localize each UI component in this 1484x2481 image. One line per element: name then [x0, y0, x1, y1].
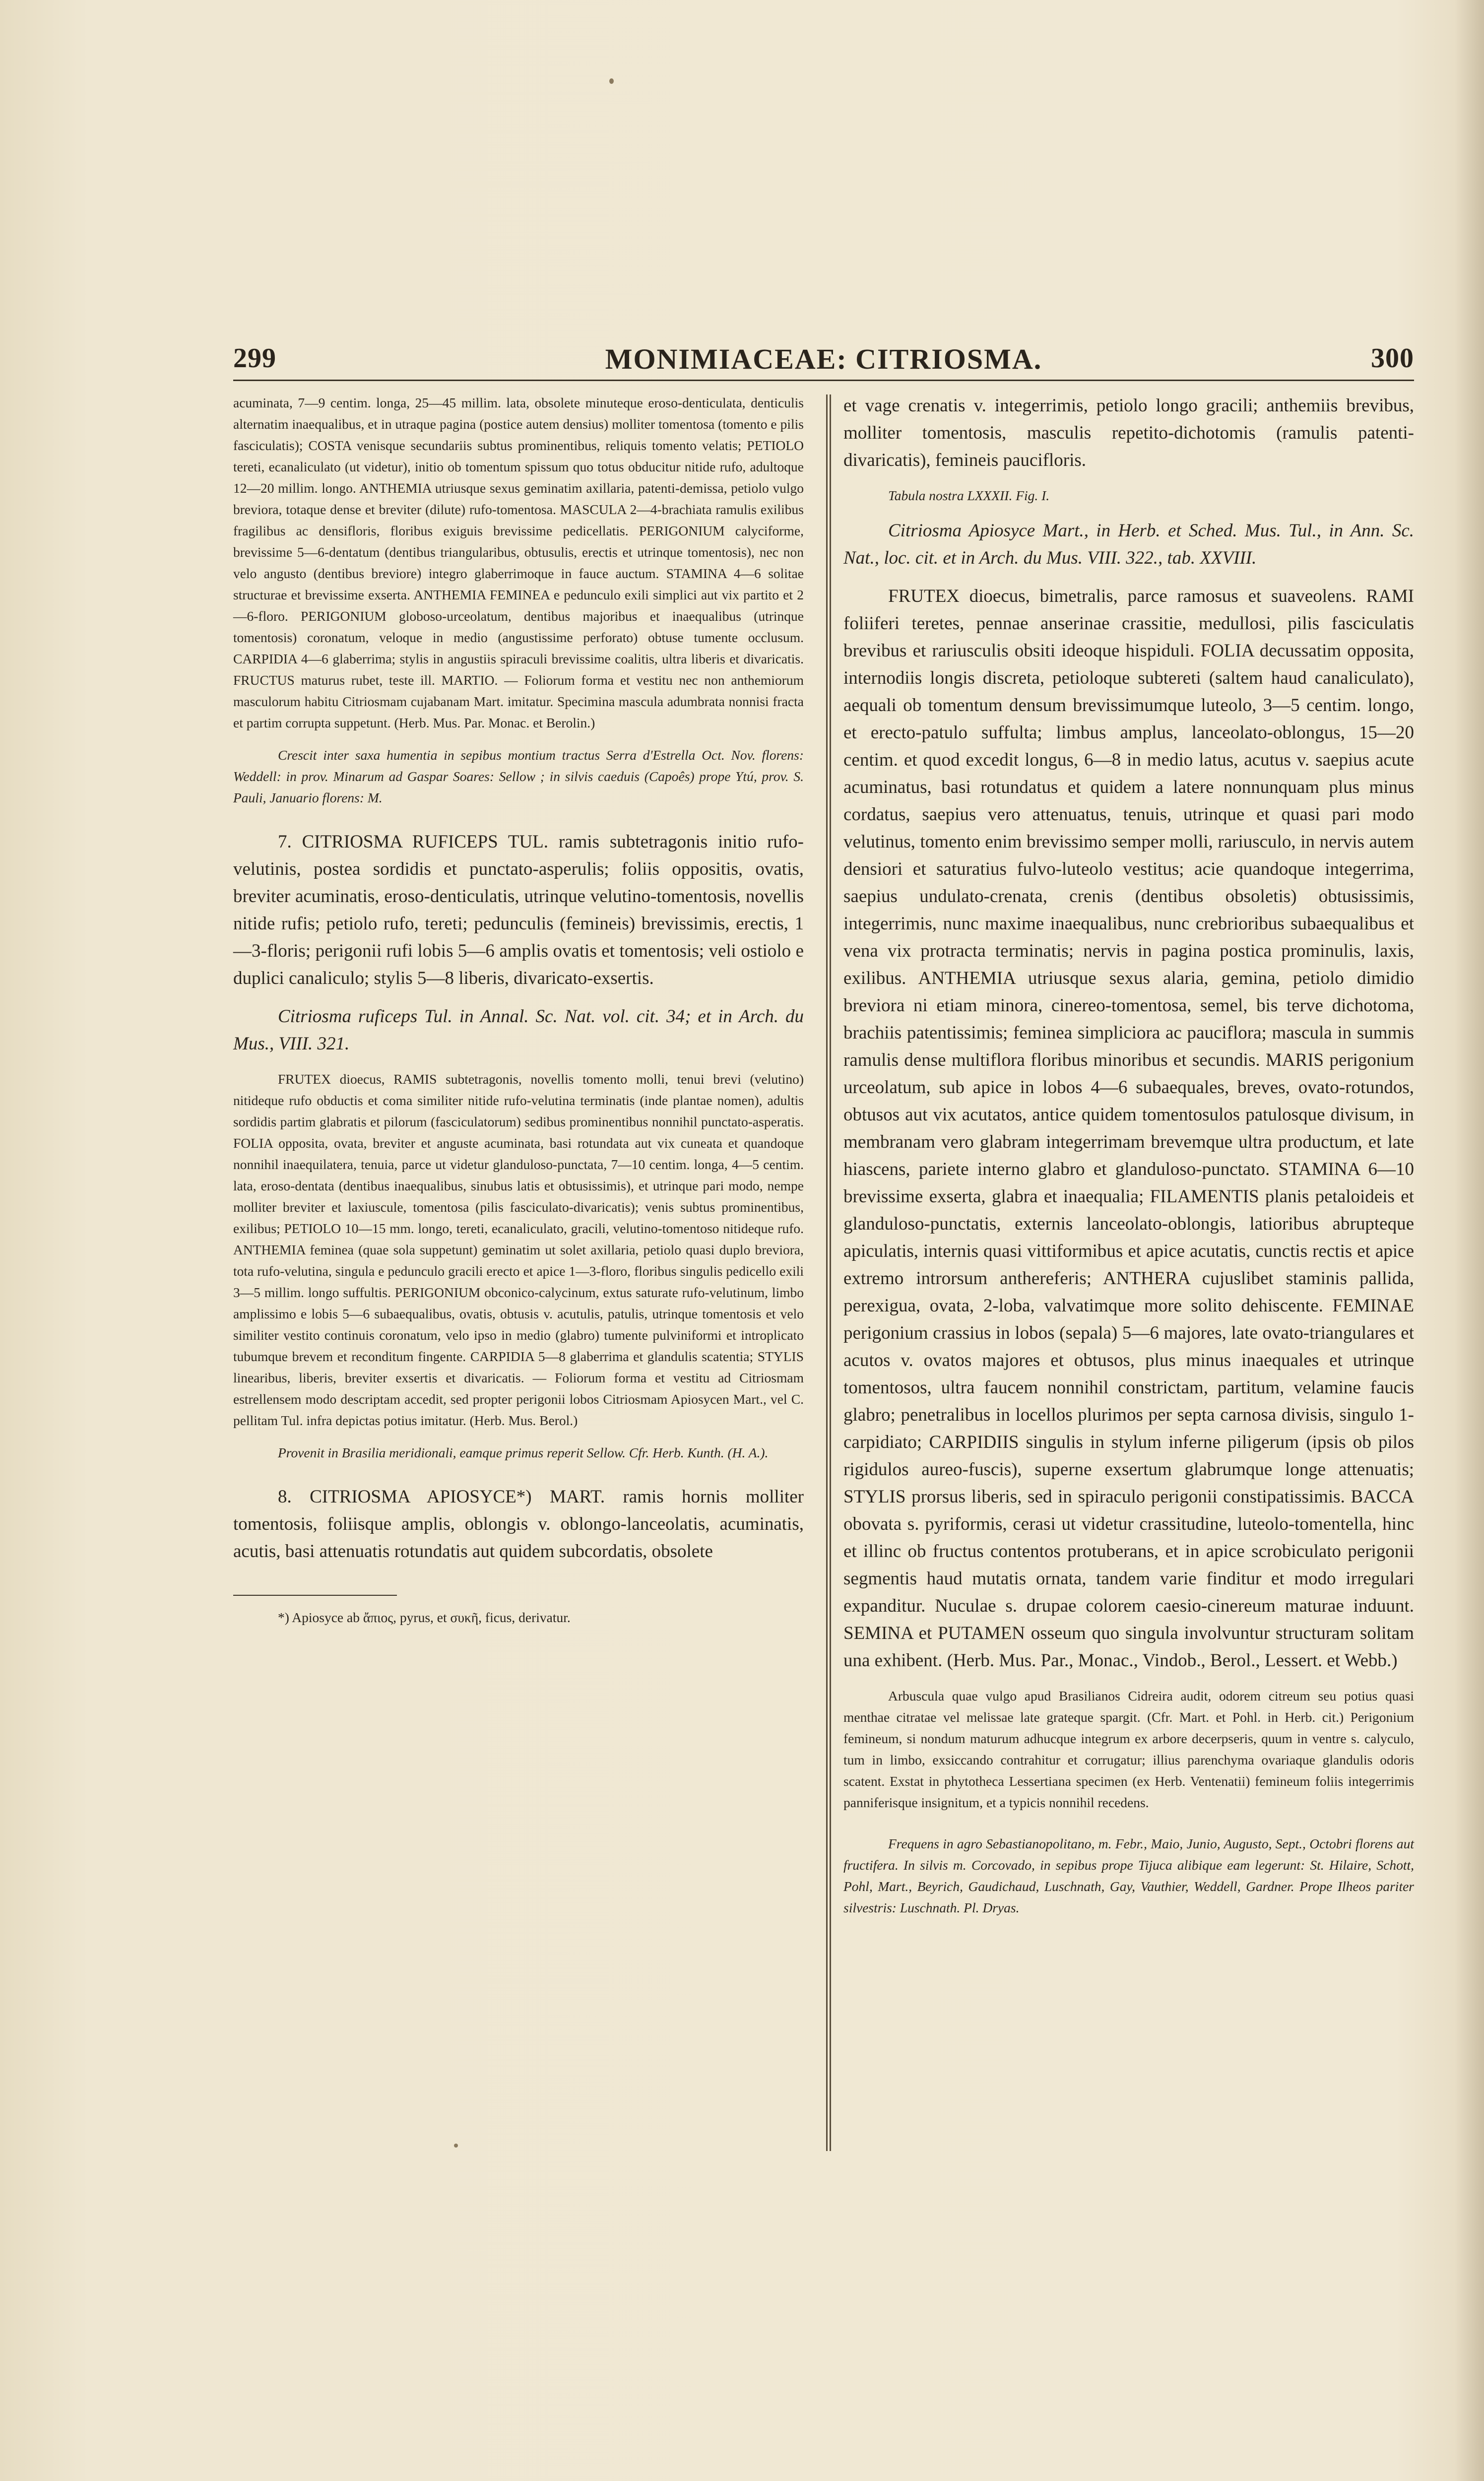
synonym-ruficeps: Citriosma ruficeps Tul. in Annal. Sc. Nat. vol. cit. 34; et in Arch. du Mus., VIII. 321. — [233, 1006, 804, 1054]
right-column — [843, 392, 1414, 1918]
diagnosis-continued: et vage crenatis v. integerrimis, petiolo longo gracili; anthemiis brevibus, molliter tomentosis, masculis repetito-dichotomis (ramulis patenti-divaricatis), femineis paucifloris. — [843, 395, 1414, 470]
paragraph-description-ruficeps: FRUTEX dioecus, RAMIS subtetragonis, novellis tomento molli, tenui brevi (velutino) nitideque rufo obductis et coma similiter nitide rufo-velutina terminatis (inde plantae nomen), adultis sordidis partim glabratis et pilorum (fasciculatorum) sedibus prominentibus nonnihil punctato-asperatis. FOLIA opposita, ovata, breviter et anguste acuminata, basi rotundata aut vix cuneata et quandoque nonnihil inaequilatera, tenuia, parce ut videtur glanduloso-punctata, 7—10 centim. longa, 4—5 centim. lata, eroso-dentata (dentibus inaequalibus, sinubus latis et obtusissimis), et utrinque pari modo, nempe molliter breviter et laxiuscule, tomentosa (pilis fasciculato-divaricatis); venis subtus prominentibus, exilibus; PETIOLO 10—15 mm. longo, tereti, ecanaliculato, gracili, velutino-tomentoso nitideque rufo. ANTHEMIA feminea (quae sola suppetunt) geminatim ut solet axillaria, petiolo quasi duplo breviora, tota rufo-velutina, singula e pedunculo gracili erecto et apice 1—3-floro, floribus singulis pedicello exili 3—5 millim. longo suffultis. PERIGONIUM obconico-calycinum, extus saturate rufo-velutinum, limbo amplissimo e lobis 5—6 subaequalibus, ovatis, obtusis v. acutulis, patulis, utrinque tomentosis et velo similiter vestito continuis coronatum, velo ipso in medio (glabro) tumente pulviniformi et introplicato tubumque brevem et reconditum fingente. CARPIDIA 5—8 glaberrima et glandulis scatentia; STYLIS linearibus, liberis, breviter exsertis et divaricatis. — Foliorum forma et vestitu ad Citriosmam estrellensem modo descriptam accedit, sed propter perigonii lobos Citriosmam Apiosycen Mart., vel C. pellitam Tul. infra depictas potius imitatur. (Herb. Mus. Berol.) — [233, 1071, 804, 1428]
synonym-apiosyce: Citriosma Apiosyce Mart., in Herb. et Sched. Mus. Tul., in Ann. Sc. Nat., loc. cit. et in Arch. du Mus. VIII. 322., tab. XXVIII. — [843, 521, 1414, 568]
paragraph-localities-apiosyce: Frequens in agro Sebastianopolitano, m. Febr., Maio, Junio, Augusto, Sept., Octobri florens aut fructifera. In silvis m. Corcovado, in sepibus prope Tijuca alibique eam legerunt: St. Hilaire, Schott, Pohl, Mart., Beyrich, Gaudichaud, Luschnath, Gay, Vauthier, Weddell, Gardner. Prope Ilheos pariter silvestris: Luschnath. Pl. Dryas. — [843, 1836, 1414, 1915]
paragraph-provenance: Provenit in Brasilia meridionali, eamque primus reperit Sellow. Cfr. Herb. Kunth. (H. A.). — [278, 1445, 769, 1460]
plate-reference: Tabula nostra LXXXII. Fig. I. — [888, 488, 1050, 503]
column-divider-second — [830, 394, 831, 2151]
paragraph-description-continued: acuminata, 7—9 centim. longa, 25—45 millim. lata, obsolete minuteque eroso-denticulata, denticulis alternatim inaequalibus, et in utraque pagina (postice autem densius) molliter tomentosa (tomento e pilis fasciculatis); COSTA venisque secundariis subtus prominentibus, reliquis tomento velatis; PETIOLO tereti, ecanaliculato (ut videtur), initio ob tomentum spissum quo totus obducitur nitide rufo, adultoque 12—20 millim. longo. ANTHEMIA utriusque sexus geminatim axillaria, patenti-demissa, petiolo vulgo breviora, totaque dense et breviter (dilute) rufo-tomentosa. MASCULA 2—4-brachiata ramulis exilibus fragilibus ac densifloris, floribus exiguis brevissime pedicellatis. PERIGONIUM calyciforme, brevissime 5—6-dentatum (dentibus triangularibus, obtusulis, erectis et utrinque tomentosis), nec non velo angusto (dentibus breviore) integro glaberrimoque in fauce auctum. STAMINA 4—6 solitae structurae et brevissime exserta. ANTHEMIA FEMINEA e pedunculo exili simplici aut vix partito et 2—6-floro. PERIGONIUM globoso-urceolatum, dentibus majoribus et inaequalibus (utrinque tomentosis) coronatum, veloque in medio (angustissime perforato) obtuse tumente occlusum. CARPIDIA 4—6 glaberrima; stylis in angustiis spiraculi brevissime coalitis, ultra liberis et divaricatis. FRUCTUS maturus rubet, teste ill. MARTIO. — Foliorum forma et vestitu nec non anthemiorum masculorum habitu Citriosmam cujabanam Mart. imitatur. Specimina mascula adumbrata nonnisi fracta et partim corrupta suppetunt. (Herb. Mus. Par. Monac. et Berolin.) — [233, 395, 804, 730]
paragraph-notes: Arbuscula quae vulgo apud Brasilianos Cidreira audit, odorem citreum seu potius quasi menthae citratae vel melissae late grateque spargit. (Cfr. Mart. et Pohl. in Herb. cit.) Perigonium femineum, si nondum maturum adhucque integrum ex arbore decerpseris, quum in ventre s. calyculo, tum in limbo, exsiccando contrahitur et corrugatur; illius parenchyma ovariaque glandulis odoris scatent. Exstat in phytotheca Lessertiana specimen (ex Herb. Ventenatii) femineum foliis integerrimis panniferisque insignitum, et a typicis nonnihil recedens. — [843, 1688, 1414, 1810]
paragraph-locality: Crescit inter saxa humentia in sepibus montium tractus Serra d'Estrella Oct. Nov. florens: Weddell: in prov. Minarum ad Gaspar Soares: Sellow ; in silvis caeduis (Capoês) prope Ytú, prov. S. Pauli, Januario florens: M. — [233, 747, 804, 805]
footnote-rule — [233, 1595, 397, 1596]
footnote: *) Apiosyce ab ἄπιος, pyrus, et συκῆ, ficus, derivatur. — [278, 1610, 571, 1625]
left-column — [233, 392, 804, 1628]
paper-blemish — [609, 78, 614, 84]
page-number-right: 300 — [1371, 343, 1414, 374]
column-divider — [826, 394, 828, 2151]
header-rule — [233, 380, 1414, 381]
species-diagnosis-apiosyce: 8. CITRIOSMA APIOSYCE*) MART. ramis hornis molliter tomentosis, foliisque amplis, oblongis v. oblongo-lanceolatis, acuminatis, acutis, basi attenuatis rotundatis aut quidem subcordatis, obsolete — [233, 1487, 804, 1562]
gutter-shadow — [1454, 0, 1484, 2481]
page-number-left: 299 — [233, 343, 276, 374]
page-title: MONIMIACEAE: CITRIOSMA. — [605, 343, 1042, 375]
paper-blemish — [454, 2144, 458, 2148]
paragraph-description-apiosyce: FRUTEX dioecus, bimetralis, parce ramosus et suaveolens. RAMI foliiferi teretes, pennae anserinae crassitie, medullosi, pilis fasciculatis brevibus et rariusculis obsiti ideoque hispiduli. FOLIA decussatim opposita, internodiis longis discreta, petioloque subtereti (saltem haud canaliculato), aequali ob tomentum densum brevissimumque luteolo, 3—5 centim. longo, et erecto-patulo suffulta; limbus amplus, lanceolato-oblongus, 15—20 centim. et quod excedit longus, 6—8 in medio latus, acutus v. saepius acute acuminatus, basi rotundatus et quidem a latere nonnunquam plus minus cordatus, saepius vero attenuatus, tenuis, utrinque et quasi pari modo velutinus, tomento enim brevissimo semper molli, rariusculo, in nervis autem densiori et saturatius fulvo-luteolo vestitus; acie quandoque integerrima, saepius undulato-crenata, crenis (dentibus obsoletis) obtusissimis, integerrimis, nunc maxime inaequalibus, nunc crebrioribus subaequalibus et vena vix protracta terminatis; nervis in pagina postica prominulis, laxis, exilibus. ANTHEMIA utriusque sexus alaria, gemina, petiolo dimidio breviora ni etiam minora, cinereo-tomentosa, semel, bis terve dichotoma, brachiis patentissimis; feminea simpliciora ac pauciflora; mascula in summis ramulis dense multiflora floribus minoribus et secundis. MARIS perigonium urceolatum, sub apice in lobos 4—6 subaequales, breves, ovato-rotundos, obtusos aut vix acutatos, antice quidem tomentosulos patulosque divisum, in membranam vero glabram integerrimam brevemque ultra productum, et late hiascens, pariete interno glabro et glanduloso-punctato. STAMINA 6—10 brevissime exserta, glabra et inaequalia; FILAMENTIS planis petaloideis et glanduloso-punctatis, externis lanceolato-oblongis, latioribus abrupteque apiculatis, internis quasi vittiformibus et apice acutatis, cunctis rectis et apice extremo introrsum anthereferis; ANTHERA cujuslibet staminis pallida, perexigua, ovata, 2-loba, valvatimque more solito dehiscente. FEMINAE perigonium crassius in lobos (sepala) 5—6 majores, late ovato-triangulares et acutos v. ovatos majores et obtusos, plus minus inaequales et utrinque tomentosos, ultra faucem nonnihil constrictam, partitum, velamine faucis glabro; penetralibus in locellos plurimos per septa carnosa divisis, singulo 1-carpidiato; CARPIDIIS singulis in stylum inferne piligerum (ipsis ob pilos rigidulos aureo-fuscis), superne exsertum glabrumque longe attenuatis; STYLIS prorsus liberis, sed in spiraculo perigonii constipatissimis. BACCA obovata s. pyriformis, cerasi ut videtur crassitudine, luteolo-tomentella, hinc et illinc ob fructus contentos protuberans, et in apice scrobiculato perigonii segmentis haud mutatis ornata, tandem varie finditur et modo irregulari expanditur. Nuculae s. drupae colorem caesio-cinereum maturae induunt. SEMINA et PUTAMEN osseum quo singula involvuntur structuram solitam una exhibent. (Herb. Mus. Par., Monac., Vindob., Berol., Lessert. et Webb.) — [843, 586, 1414, 1671]
species-diagnosis-ruficeps: 7. CITRIOSMA RUFICEPS TUL. ramis subtetragonis initio rufo-velutinis, postea sordidis et punctato-asperulis; foliis oppositis, ovatis, breviter acuminatis, eroso-denticulatis, utrinque velutino-tomentosis, novellis nitide rufis; petiolo rufo, tereti; pedunculis (femineis) brevissimis, erectis, 1—3-floris; perigonii rufi lobis 5—6 amplis ovatis et tomentosis; veli ostiolo e duplici canaliculo; stylis 5—8 liberis, divaricato-exsertis. — [233, 832, 804, 988]
running-header — [233, 342, 1414, 382]
